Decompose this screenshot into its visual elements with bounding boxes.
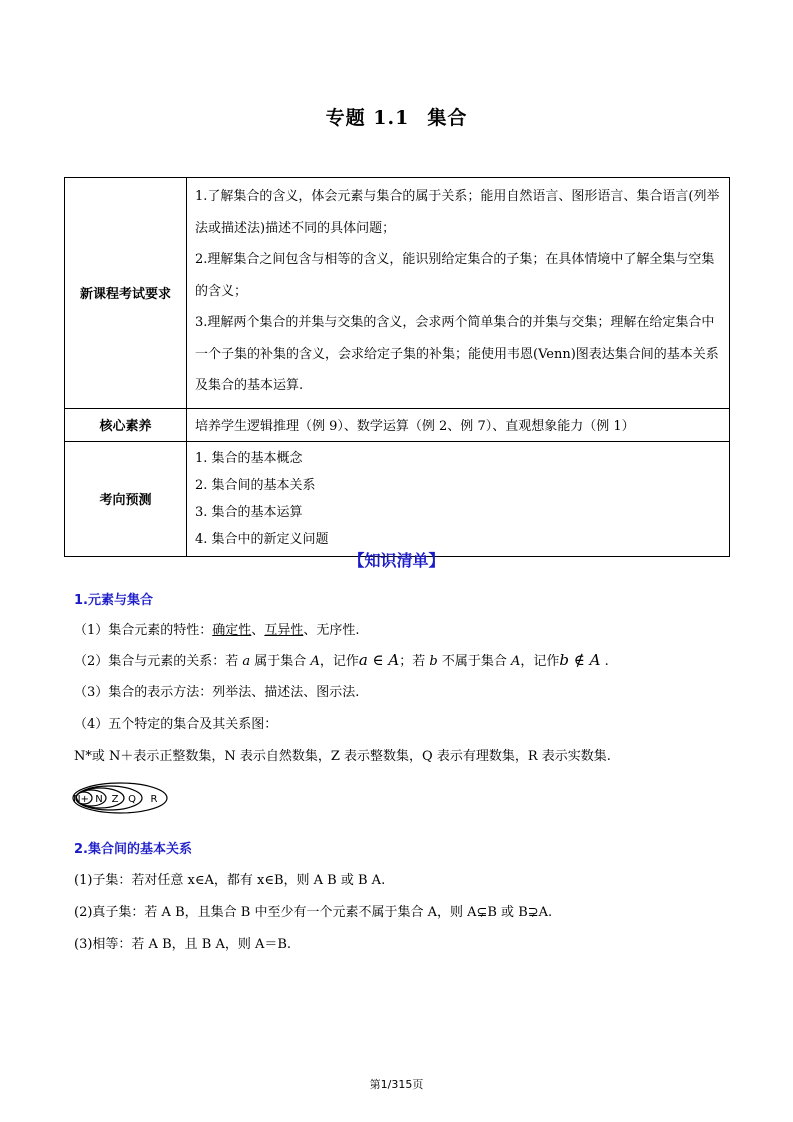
number-sets-description: N*或 N＋表示正整数集，N 表示自然数集，Z 表示整数集，Q 表示有理数集，R 表示实数集. <box>74 749 611 764</box>
row-content-forecast <box>187 441 730 556</box>
row-label-core-literacy: 核心素养 <box>65 408 187 441</box>
section-heading-elements-sets: 1.元素与集合 <box>74 593 153 608</box>
requirements-table <box>64 177 730 557</box>
underlined-term: 互异性 <box>264 623 304 638</box>
requirement-item: 3.理解两个集合的并集与交集的含义，会求两个简单集合的并集与交集；理解在给定集合中一个子集的补集的含义，会求给定子集的补集；能使用韦恩(Venn)图表达集合间的基本关系及集合的基本运算. <box>195 315 719 393</box>
special-sets-line: （4）五个特定的集合及其关系图： <box>74 717 278 732</box>
page-title <box>0 103 793 130</box>
math-var: a <box>242 654 251 669</box>
table-row <box>65 441 730 556</box>
text: （1）集合元素的特性： <box>74 623 213 638</box>
representation-methods-line: （3）集合的表示方法：列举法、描述法、图示法. <box>74 685 360 700</box>
math-var: A <box>310 654 320 669</box>
requirement-item: 1.了解集合的含义，体会元素与集合的属于关系；能用自然语言、图形语言、集合语言(列举法或描述法)描述不同的具体问题； <box>195 189 720 236</box>
row-label-forecast: 考向预测 <box>65 441 187 556</box>
text: ，记作 <box>319 654 359 669</box>
math-expression: b ∉ A <box>559 651 601 669</box>
page-footer: 第1/315页 <box>369 1078 424 1091</box>
math-expression: a ∈ A <box>358 651 400 669</box>
element-properties-line <box>74 619 359 638</box>
knowledge-list-title: 【知识清单】 <box>348 551 445 570</box>
row-label-exam-requirements: 新课程考试要求 <box>65 178 187 409</box>
row-content-core-literacy: 培养学生逻辑推理（例 9）、数学运算（例 2、例 7）、直观想象能力（例 1） <box>187 408 730 441</box>
text: 不属于集合 <box>437 654 511 669</box>
math-var: b <box>429 654 438 669</box>
forecast-item: 4. 集合中的新定义问题 <box>195 531 329 547</box>
venn-label: R <box>150 794 158 805</box>
text: 、 <box>251 623 265 638</box>
table-row <box>65 178 730 409</box>
forecast-item: 3. 集合的基本运算 <box>195 504 303 520</box>
text: （2）集合与元素的关系：若 <box>74 654 243 669</box>
forecast-item: 2. 集合间的基本关系 <box>195 477 316 493</box>
title-sub: 集合 <box>427 107 468 129</box>
text: ；若 <box>399 654 430 669</box>
section-heading-set-relations: 2.集合间的基本关系 <box>74 842 192 857</box>
math-var: A <box>511 654 521 669</box>
text: 属于集合 <box>250 654 311 669</box>
text: 、无序性. <box>303 623 360 638</box>
venn-label: N+ <box>73 794 89 805</box>
venn-label: Z <box>111 794 119 805</box>
venn-label: Q <box>128 794 136 805</box>
proper-subset-line: (2)真子集：若 A B，且集合 B 中至少有一个元素不属于集合 A，则 A⊊B 或 B⊋A. <box>74 905 553 920</box>
requirement-item: 2.理解集合之间包含与相等的含义，能识别给定集合的子集；在具体情境中了解全集与空集的含义； <box>195 252 715 299</box>
title-main: 专题 1.1 <box>325 107 410 129</box>
subset-line: (1)子集：若对任意 x∈A，都有 x∈B，则 A B 或 B A. <box>74 873 386 888</box>
forecast-item: 1. 集合的基本概念 <box>195 450 303 466</box>
venn-label: N <box>95 794 103 805</box>
equality-line: (3)相等：若 A B，且 B A，则 A＝B. <box>74 937 292 952</box>
text: . <box>600 654 609 669</box>
row-content-exam-requirements <box>187 178 730 409</box>
underlined-term: 确定性 <box>212 623 252 638</box>
number-sets-venn-diagram <box>70 780 170 816</box>
membership-line <box>74 650 609 669</box>
table-row <box>65 408 730 441</box>
text: ，记作 <box>520 654 560 669</box>
